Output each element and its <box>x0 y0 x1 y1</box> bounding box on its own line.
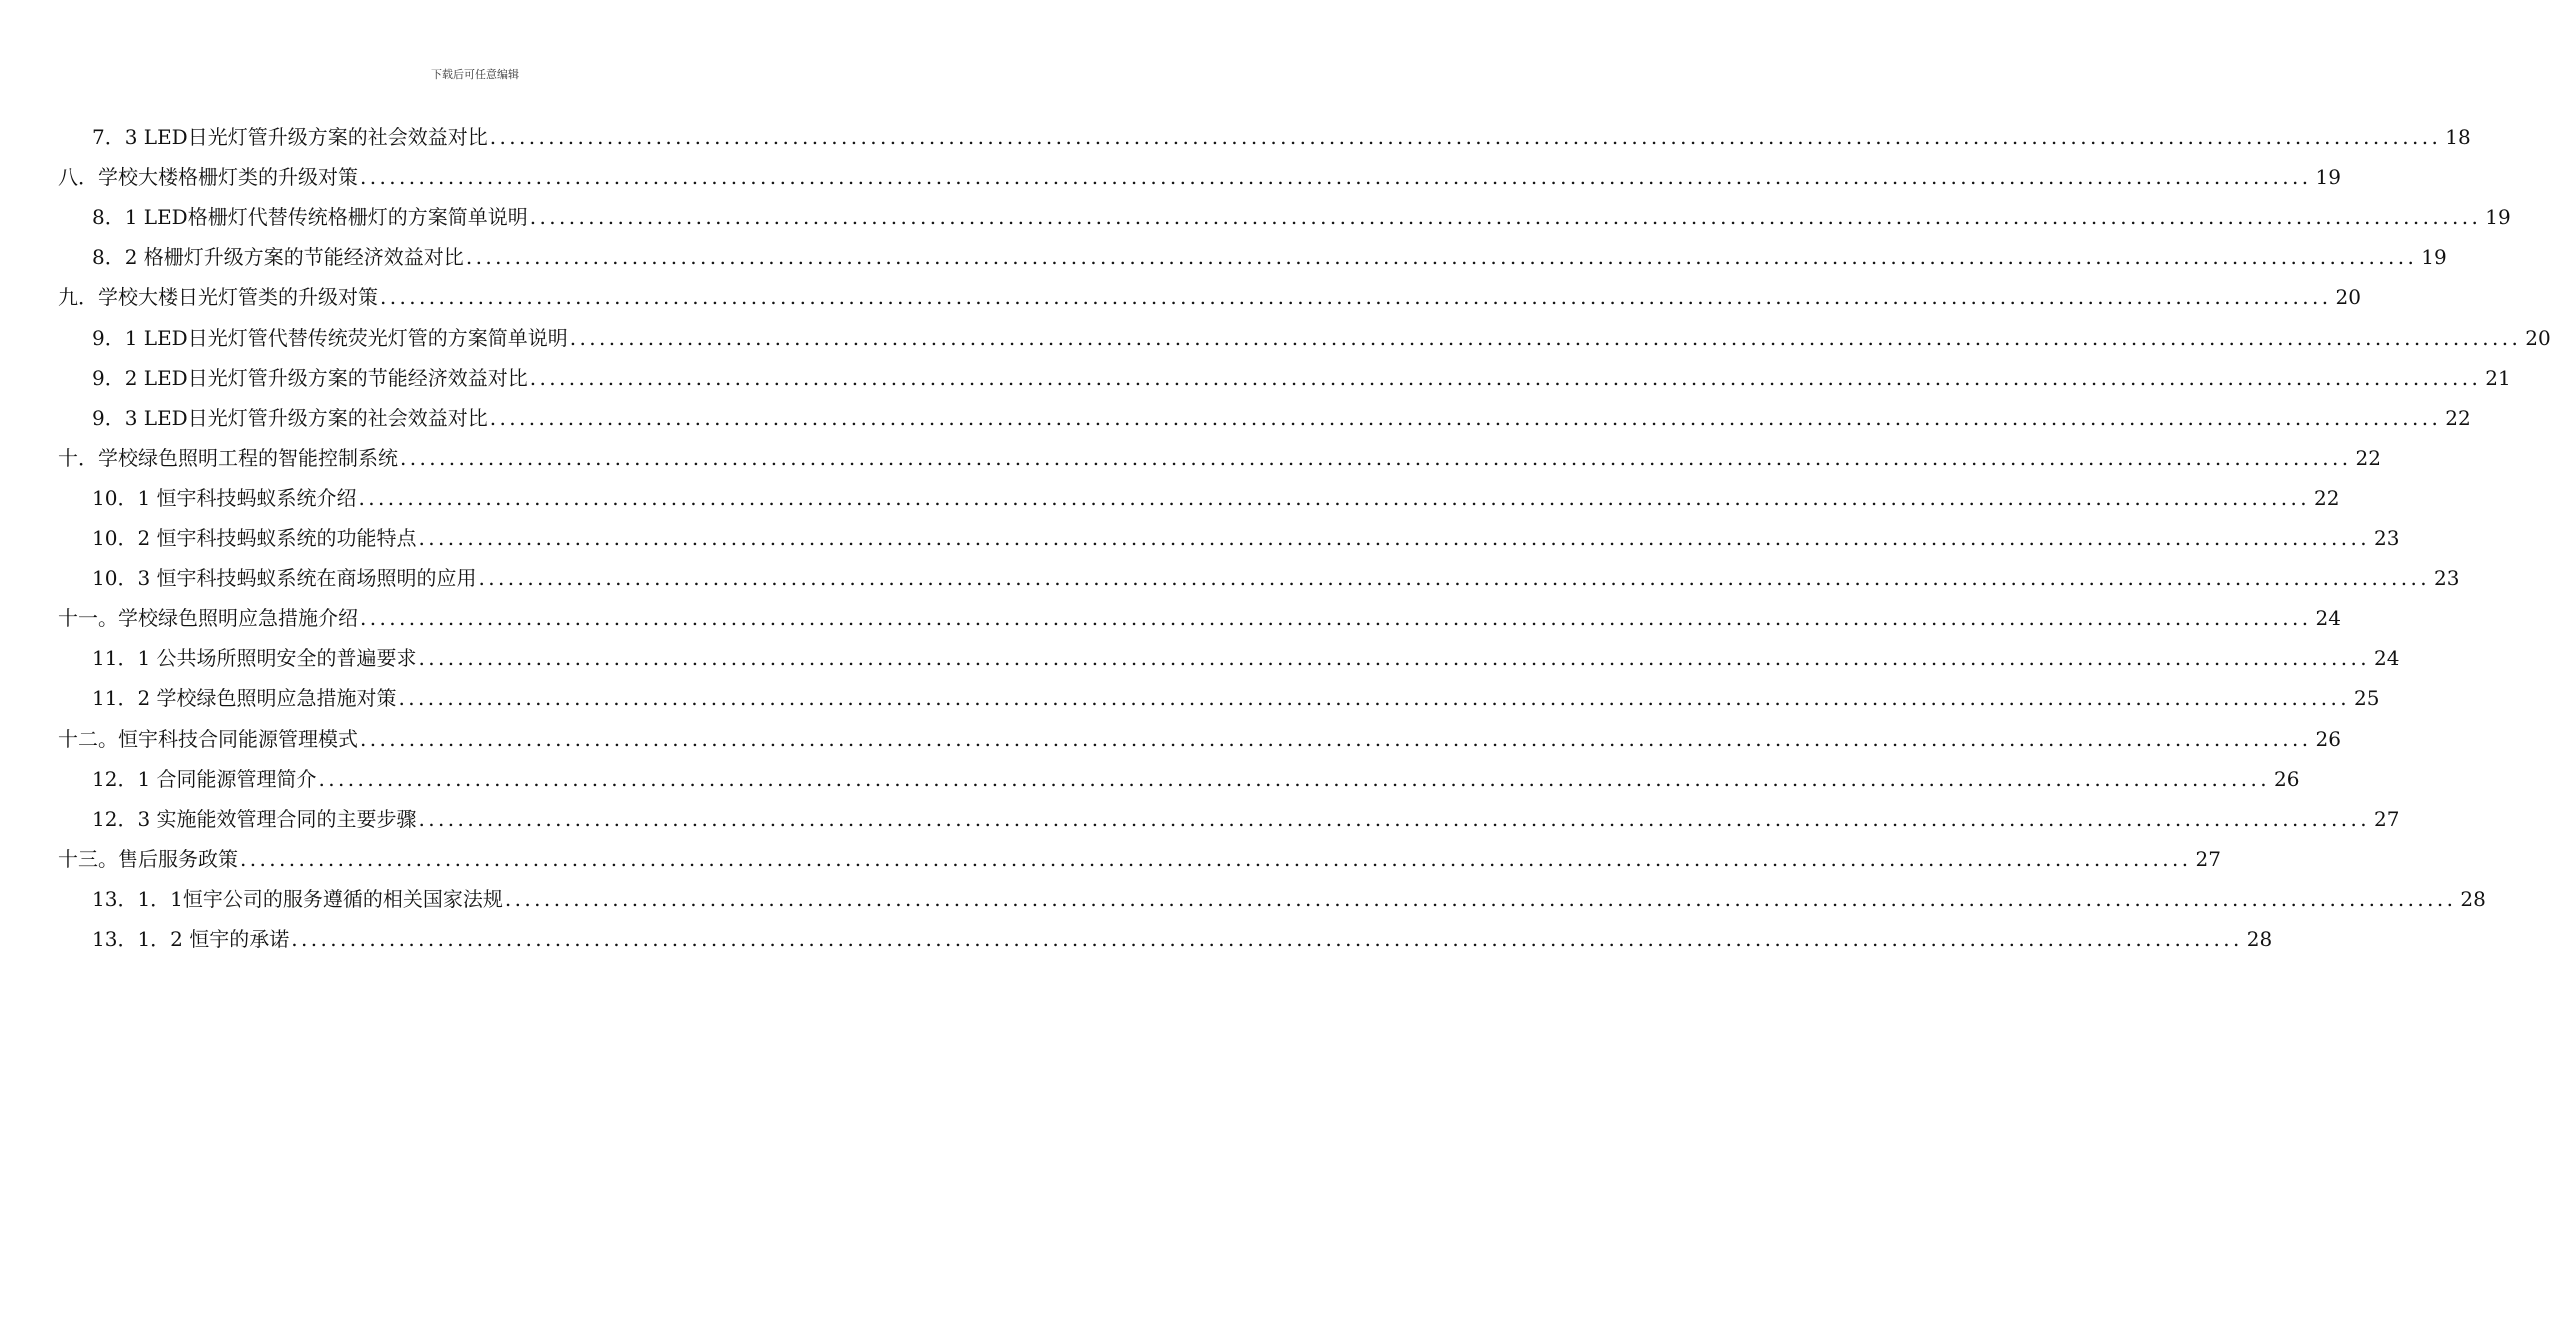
toc-section-entry[interactable] <box>92 525 2400 551</box>
toc-section-entry[interactable] <box>92 485 2340 511</box>
toc-section-entry[interactable] <box>92 325 2551 351</box>
toc-page-number: 26 <box>2274 767 2300 791</box>
toc-dot-leader: ........................................................................................................................................................................................................ <box>291 927 2243 951</box>
toc-page-number: 28 <box>2460 887 2486 911</box>
toc-entry-title: 13．1．1恒宇公司的服务遵循的相关国家法规 <box>92 887 503 911</box>
toc-entry-title: 9．1 LED日光灯管代替传统荧光灯管的方案简单说明 <box>92 326 568 350</box>
toc-entry-title: 十三。售后服务政策 <box>58 847 238 871</box>
toc-section-entry[interactable] <box>92 565 2460 591</box>
toc-entry-title: 12．1 合同能源管理简介 <box>92 767 317 791</box>
toc-page-number: 21 <box>2485 366 2511 390</box>
toc-page-number: 19 <box>2485 205 2511 229</box>
toc-section-entry[interactable] <box>92 204 2511 230</box>
toc-chapter-entry[interactable] <box>58 164 2341 190</box>
toc-entry-title: 13．1．2 恒宇的承诺 <box>92 927 290 951</box>
toc-page-number: 20 <box>2525 326 2551 350</box>
toc-entry-title: 八．学校大楼格栅灯类的升级对策 <box>58 165 358 189</box>
toc-dot-leader: ........................................................................................................................................................................................................ <box>418 807 2371 831</box>
toc-page-number: 26 <box>2315 727 2341 751</box>
toc-chapter-entry[interactable] <box>58 284 2361 310</box>
toc-dot-leader: ........................................................................................................................................................................................................ <box>400 446 2352 470</box>
toc-section-entry[interactable] <box>92 806 2400 832</box>
toc-dot-leader: ........................................................................................................................................................................................................ <box>489 406 2442 430</box>
toc-section-entry[interactable] <box>92 244 2447 270</box>
toc-dot-leader: ........................................................................................................................................................................................................ <box>380 285 2332 309</box>
toc-section-entry[interactable] <box>92 645 2400 671</box>
toc-page-number: 27 <box>2374 807 2400 831</box>
toc-chapter-entry[interactable] <box>58 846 2221 872</box>
toc-page-number: 23 <box>2374 526 2400 550</box>
toc-section-entry[interactable] <box>92 926 2273 952</box>
toc-entry-title: 9．3 LED日光灯管升级方案的社会效益对比 <box>92 406 488 430</box>
toc-dot-leader: ........................................................................................................................................................................................................ <box>360 165 2312 189</box>
toc-entry-title: 11．2 学校绿色照明应急措施对策 <box>92 686 397 710</box>
toc-dot-leader: ........................................................................................................................................................................................................ <box>360 727 2312 751</box>
toc-page-number: 24 <box>2315 606 2341 630</box>
toc-dot-leader: ........................................................................................................................................................................................................ <box>569 326 2522 350</box>
toc-entry-title: 8．2 格栅灯升级方案的节能经济效益对比 <box>92 245 464 269</box>
toc-dot-leader: ........................................................................................................................................................................................................ <box>360 606 2312 630</box>
toc-entry-title: 十一。学校绿色照明应急措施介绍 <box>58 606 358 630</box>
page-header: 下载后可任意编辑 <box>431 68 519 81</box>
toc-section-entry[interactable] <box>92 365 2511 391</box>
toc-chapter-entry[interactable] <box>58 726 2341 752</box>
toc-section-entry[interactable] <box>92 766 2300 792</box>
toc-section-entry[interactable] <box>92 124 2471 150</box>
toc-entry-title: 10．2 恒宇科技蚂蚁系统的功能特点 <box>92 526 417 550</box>
toc-page-number: 19 <box>2315 165 2341 189</box>
toc-dot-leader: ........................................................................................................................................................................................................ <box>418 526 2371 550</box>
toc-dot-leader: ........................................................................................................................................................................................................ <box>529 205 2482 229</box>
toc-page-number: 25 <box>2354 686 2380 710</box>
toc-section-entry[interactable] <box>92 685 2380 711</box>
toc-page-number: 18 <box>2445 125 2471 149</box>
toc-page-number: 24 <box>2374 646 2400 670</box>
toc-entry-title: 10．1 恒宇科技蚂蚁系统介绍 <box>92 486 357 510</box>
toc-entry-title: 十．学校绿色照明工程的智能控制系统 <box>58 446 398 470</box>
toc-entry-title: 10．3 恒宇科技蚂蚁系统在商场照明的应用 <box>92 566 477 590</box>
toc-entry-title: 12．3 实施能效管理合同的主要步骤 <box>92 807 417 831</box>
toc-page-number: 28 <box>2246 927 2273 951</box>
toc-dot-leader: ........................................................................................................................................................................................................ <box>240 847 2192 871</box>
toc-entry-title: 7．3 LED日光灯管升级方案的社会效益对比 <box>92 125 488 149</box>
toc-page-number: 27 <box>2195 847 2221 871</box>
toc-dot-leader: ........................................................................................................................................................................................................ <box>465 245 2418 269</box>
toc-entry-title: 9．2 LED日光灯管升级方案的节能经济效益对比 <box>92 366 528 390</box>
toc-dot-leader: ........................................................................................................................................................................................................ <box>418 646 2371 670</box>
toc-dot-leader: ........................................................................................................................................................................................................ <box>358 486 2311 510</box>
toc-page-number: 19 <box>2421 245 2447 269</box>
toc-dot-leader: ........................................................................................................................................................................................................ <box>529 366 2482 390</box>
toc-dot-leader: ........................................................................................................................................................................................................ <box>489 125 2442 149</box>
toc-chapter-entry[interactable] <box>58 445 2381 471</box>
toc-page-number: 22 <box>2445 406 2471 430</box>
toc-section-entry[interactable] <box>92 886 2486 912</box>
toc-page-number: 20 <box>2335 285 2361 309</box>
toc-dot-leader: ........................................................................................................................................................................................................ <box>504 887 2457 911</box>
toc-dot-leader: ........................................................................................................................................................................................................ <box>478 566 2431 590</box>
toc-page-number: 22 <box>2314 486 2340 510</box>
toc-chapter-entry[interactable] <box>58 605 2341 631</box>
toc-dot-leader: ........................................................................................................................................................................................................ <box>318 767 2271 791</box>
toc-page-number: 23 <box>2434 566 2460 590</box>
toc-entry-title: 十二。恒宇科技合同能源管理模式 <box>58 727 358 751</box>
toc-entry-title: 8．1 LED格栅灯代替传统格栅灯的方案简单说明 <box>92 205 528 229</box>
toc-entry-title: 11．1 公共场所照明安全的普遍要求 <box>92 646 417 670</box>
toc-page-number: 22 <box>2355 446 2381 470</box>
toc-entry-title: 九．学校大楼日光灯管类的升级对策 <box>58 285 378 309</box>
toc-section-entry[interactable] <box>92 405 2471 431</box>
toc-dot-leader: ........................................................................................................................................................................................................ <box>398 686 2351 710</box>
